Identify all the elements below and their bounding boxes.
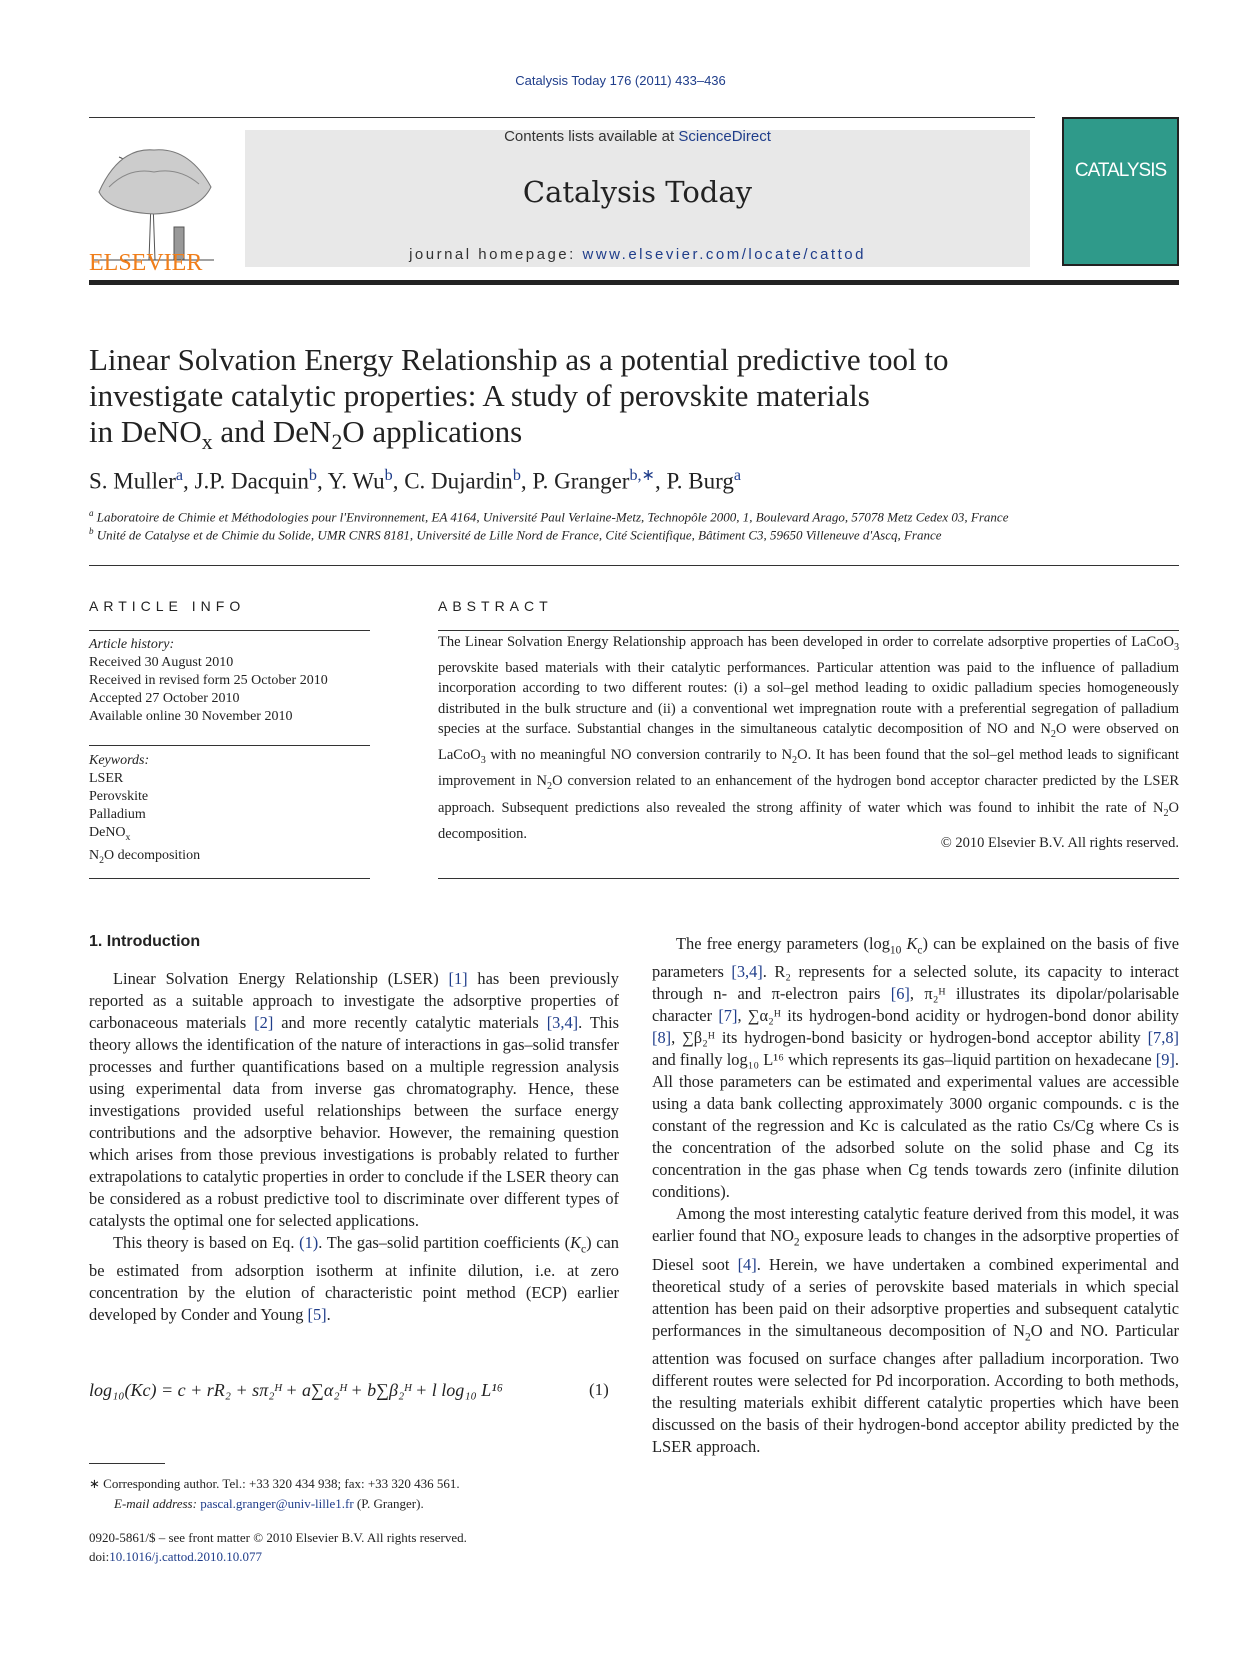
homepage-prefix: journal homepage: [409, 246, 583, 263]
reference-link[interactable]: [9] [1155, 1050, 1175, 1070]
doi-link[interactable]: 10.1016/j.cattod.2010.10.077 [109, 1549, 262, 1564]
reference-link[interactable]: [4] [737, 1254, 757, 1274]
reference-link[interactable]: [7] [718, 1006, 738, 1026]
reference-link[interactable]: [8] [652, 1028, 672, 1048]
footnote-rule [89, 1463, 165, 1464]
author[interactable]: S. Muller [89, 468, 176, 494]
author[interactable]: J.P. Dacquin [194, 468, 309, 494]
article-info-heading: ARTICLE INFO [89, 598, 246, 614]
reference-link[interactable]: [1] [448, 969, 468, 988]
journal-title: Catalysis Today [522, 175, 753, 209]
author[interactable]: P. Burg [666, 468, 734, 494]
reference-link[interactable]: [2] [254, 1013, 274, 1032]
doi-note: doi:10.1016/j.cattod.2010.10.077 [89, 1549, 262, 1564]
divider [89, 878, 370, 879]
abstract-copyright: © 2010 Elsevier B.V. All rights reserved. [940, 835, 1179, 851]
keyword: Palladium [89, 807, 146, 822]
keyword: $N_2O$ decomposition [89, 847, 201, 866]
keyword: Perovskite [89, 789, 149, 804]
email-note: E-mail address: pascal.granger@univ-lille1.fr (P. Granger). [114, 1496, 424, 1511]
journal-homepage [245, 246, 1030, 263]
reference-link[interactable]: [7,8] [1147, 1028, 1179, 1048]
keyword: LSER [89, 771, 124, 786]
keyword: DeNO$_x$ [89, 825, 131, 843]
author[interactable]: P. Granger [532, 468, 630, 494]
front-matter-note: 0920-5861/$ – see front matter © 2010 Elsevier B.V. All rights reserved. [89, 1530, 467, 1545]
cover-title: CATALYSIS [1074, 160, 1167, 181]
title-line-3: in DeNO$_x$ and DeN$_2$O applications [89, 414, 523, 455]
header-thick-rule [89, 280, 1179, 285]
reference-link[interactable]: [3,4] [546, 1013, 579, 1032]
affiliation-b: $^b$ Unité de Catalyse et de Chimie du Solide, UMR CNRS 8181, Université de Lille Nord de France, Cité Scientifique, Bâtiment C3, 59650 Villeneuve d'Ascq, France [89, 526, 942, 543]
contents-line [245, 128, 1030, 145]
paragraph: The free energy parameters ($\log_{10}$ $K_c$) can be explained on the basis of five parameters [3,4]. R₂ represents for a selected solute, its capacity to interact through n- and π-electron pairs [6], π₂ᴴ illustrates its dipolar/polarisable character [7], ∑α₂ᴴ its hydrogen-bond acidity or hydrogen-bond donor ability [8], ∑β₂ᴴ its hydrogen-bond basicity or hydrogen-bond acceptor ability [7,8] and finally log₁₀ L¹⁶ which represents its gas–liquid partition on hexadecane [9]. All those parameters can be estimated and experimental values are accessible using a data bank collecting approximately 3000 organic compounds. c is the constant of the regression and Kc is calculated as the ratio Cs/Cg where Cs is the concentration of the adsorbed solute on the solid phase and Cg its concentration in the gas phase when Cg tends towards zero (infinite dilution conditions). [652, 934, 1179, 1202]
paragraph: This theory is based on Eq. (1). The gas–solid partition coefficients $(K_c)$ can be estimated from adsorption isotherm at infinite dilution, i.e. at zero concentration by the elution of characteristic point method (ECP) earlier developed by Conder and Young [5]. [89, 1233, 619, 1325]
divider [438, 630, 1179, 631]
author-list: S. Muller$^a$, J.P. Dacquin$^b$, Y. Wu$^b$, C. Dujardin$^b$, P. Granger$^{b,∗}$, P. Burg$^a$ [89, 467, 741, 494]
paragraph: Among the most interesting catalytic feature derived from this model, it was earlier found that $NO_2$ exposure leads to changes in the adsorptive properties of Diesel soot [4]. Herein, we have undertaken a combined experimental and theoretical study of a series of perovskite based materials in which special attention has been paid on their adsorptive properties and subsequent catalytic performances in the simultaneous decomposition of $N_2O$ and NO. Particular attention was focused on surface changes after palladium incorporation. Two different routes were selected for Pd incorporation. According to both methods, the resulting materials exhibit different catalytic properties which have been discussed on the basis of their hydrogen-bond acceptor ability predicted by the LSER approach. [652, 1204, 1179, 1456]
homepage-link[interactable]: www.elsevier.com/locate/cattod [582, 246, 866, 263]
journal-citation[interactable]: Catalysis Today 176 (2011) 433–436 [515, 73, 726, 88]
author[interactable]: Y. Wu [327, 468, 385, 494]
divider [89, 745, 370, 746]
divider [89, 565, 1179, 566]
paragraph: Linear Solvation Energy Relationship (LSER) [1] has been previously reported as a suitable approach to investigate the adsorptive properties of carbonaceous materials [2] and more recently catalytic materials [3,4]. This theory allows the identification of the nature of interactions in gas–solid transfer processes and further quantifications based on a multiple regression analysis using experimental data from inverse gas chromatography. Hence, these investigations provided useful relationships between the surface energy contributions and the adsorptive behavior. However, the remaining question which arises from those previous investigations is probably related to further extrapolations to catalytic properties in order to conclude if the LSER theory can be considered as a robust predictive tool to discriminate over different types of catalysts the optimal one for selected applications. [89, 969, 619, 1230]
divider [89, 630, 370, 631]
title-line-1: Linear Solvation Energy Relationship as a potential predictive tool to [89, 342, 949, 377]
section-heading-introduction: 1. Introduction [89, 933, 201, 950]
reference-link[interactable]: [5] [307, 1305, 327, 1325]
reference-link[interactable]: [6] [890, 984, 910, 1004]
equation-1: log₁₀(Kc) = c + rR₂ + sπ₂ᴴ + a∑α₂ᴴ + b∑β₂ᴴ + l log₁₀ L¹⁶ [89, 1380, 503, 1400]
article-title [89, 342, 1089, 460]
header-rule [89, 117, 1035, 118]
email-link[interactable]: pascal.granger@univ-lille1.fr [200, 1496, 354, 1511]
keywords: Keywords: LSER Perovskite Palladium DeNO$_x$ $N_2O$ decomposition [89, 752, 370, 870]
title-line-2: investigate catalytic properties: A study of perovskite materials [89, 378, 870, 413]
corresponding-author-note: ∗ Corresponding author. Tel.: +33 320 434 938; fax: +33 320 436 561. [89, 1476, 460, 1491]
divider [438, 878, 1179, 879]
left-column [89, 968, 619, 1326]
abstract-heading: ABSTRACT [438, 598, 553, 614]
affiliation-a: $^a$ Laboratoire de Chimie et Méthodologies pour l'Environnement, EA 4164, Université Paul Verlaine-Metz, Technopôle 2000, 1, Boulevard Arago, 57078 Metz Cedex 03, France [89, 508, 1009, 525]
contents-prefix: Contents lists available at [504, 128, 679, 145]
right-column [652, 933, 1179, 1458]
article-history: Article history: Received 30 August 2010 Received in revised form 25 October 2010 Accepted 27 October 2010 Available online 30 November 2010 [89, 637, 328, 724]
elsevier-wordmark: ELSEVIER [89, 250, 203, 276]
journal-cover-image [1062, 117, 1179, 266]
equation-link[interactable]: (1) [299, 1233, 319, 1252]
equation-number: (1) [589, 1380, 609, 1399]
abstract-text: The Linear Solvation Energy Relationship approach has been developed in order to correlate adsorptive properties of LaCoO$_3$ perovskite based materials with their catalytic performances. Particular attention was paid to the influence of palladium incorporation according to two different routes: (i) a sol–gel method leading to oxidic palladium species homogeneously distributed in the bulk structure and (ii) a conventional wet impregnation route with a preferential segregation of palladium species at the surface. Substantial changes in the simultaneous catalytic decomposition of NO and $N_2O$ were observed on LaCoO$_3$ with no meaningful NO conversion contrarily to $N_2O$. It has been found that the sol–gel method leads to significant improvement in $N_2O$ conversion related to an enhancement of the hydrogen bond acceptor character predicted by the LSER approach. Subsequent predictions also revealed the strong affinity of water which was found to inhibit the rate of $N_2O$ decomposition. [438, 634, 1179, 842]
reference-link[interactable]: [3,4] [731, 962, 763, 982]
author[interactable]: C. Dujardin [404, 468, 513, 494]
sciencedirect-link[interactable]: ScienceDirect [678, 128, 771, 145]
